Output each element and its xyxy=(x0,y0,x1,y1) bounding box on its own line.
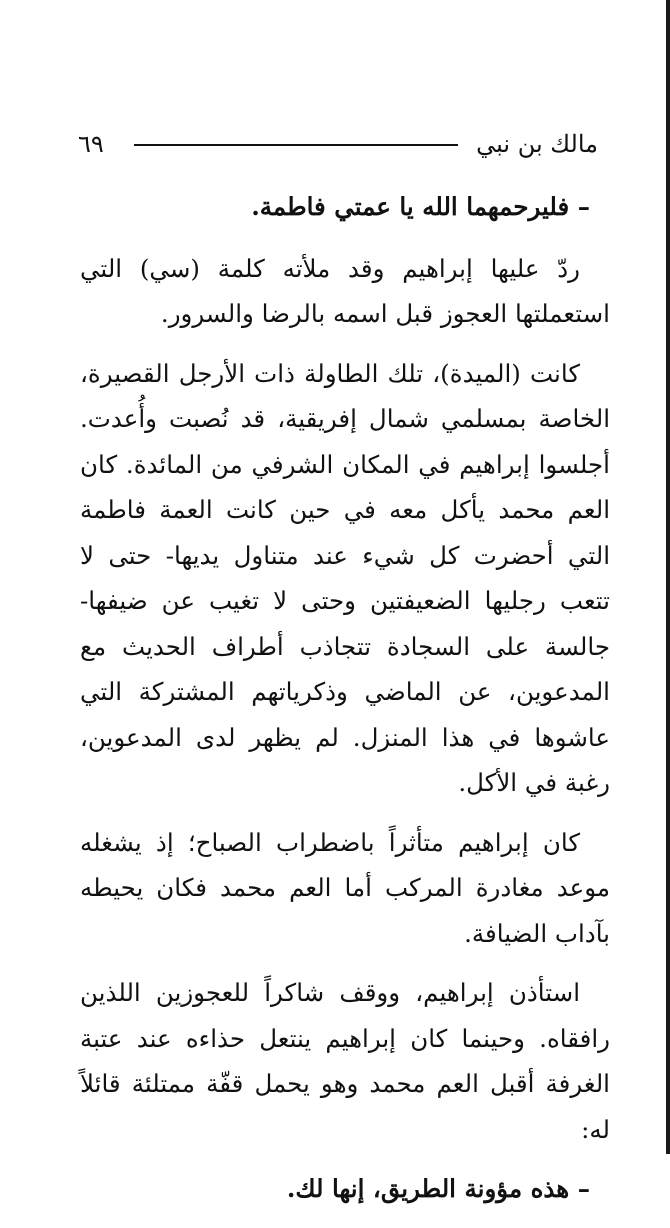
body-text xyxy=(80,184,610,1228)
paragraph: ردّ عليها إبراهيم وقد ملأته كلمة (سي) التي استعملتها العجوز قبل اسمه بالرضا والسرور. xyxy=(80,253,610,328)
paragraph: كان إبراهيم متأثراً باضطراب الصباح؛ إذ يشغله موعد مغادرة المركب أما العم محمد فكان يحيطه بآداب الضيافة. xyxy=(80,827,610,948)
page-number: ٦٩ xyxy=(78,130,104,158)
page-edge xyxy=(666,0,670,1154)
page-header xyxy=(78,124,598,164)
dialogue-line: – فليرحمهما الله يا عمتي فاطمة. xyxy=(251,192,590,221)
paragraph: كانت (الميدة)، تلك الطاولة ذات الأرجل القصيرة، الخاصة بمسلمي شمال إفريقية، قد نُصبت وأُعدت. أجلسوا إبراهيم في المكان الشرفي من المائدة. كان العم محمد يأكل معه في حين كانت العمة فاطمة التي أحضرت كل شيء عند متناول يديها- حتى لا تتعب رجليها الضعيفتين وحتى لا تغيب عن ضيفها- جالسة على السجادة تتجاذب أطراف الحديث مع المدعوين، عن الماضي وذكرياتهم المشتركة التي عاشوها في هذا المنزل. لم يظهر لدى المدعوين، رغبة في الأكل. xyxy=(80,358,610,797)
running-head: مالك بن نبي xyxy=(476,130,598,158)
header-rule xyxy=(134,144,458,146)
dialogue-line: – هذه مؤونة الطريق، إنها لك. xyxy=(286,1174,590,1203)
paragraph: استأذن إبراهيم، ووقف شاكراً للعجوزين اللذين رافقاه. وحينما كان إبراهيم ينتعل حذاءه عند عتبة الغرفة أقبل العم محمد وهو يحمل قفّة ممتلئة قائلاً له: xyxy=(80,978,610,1144)
